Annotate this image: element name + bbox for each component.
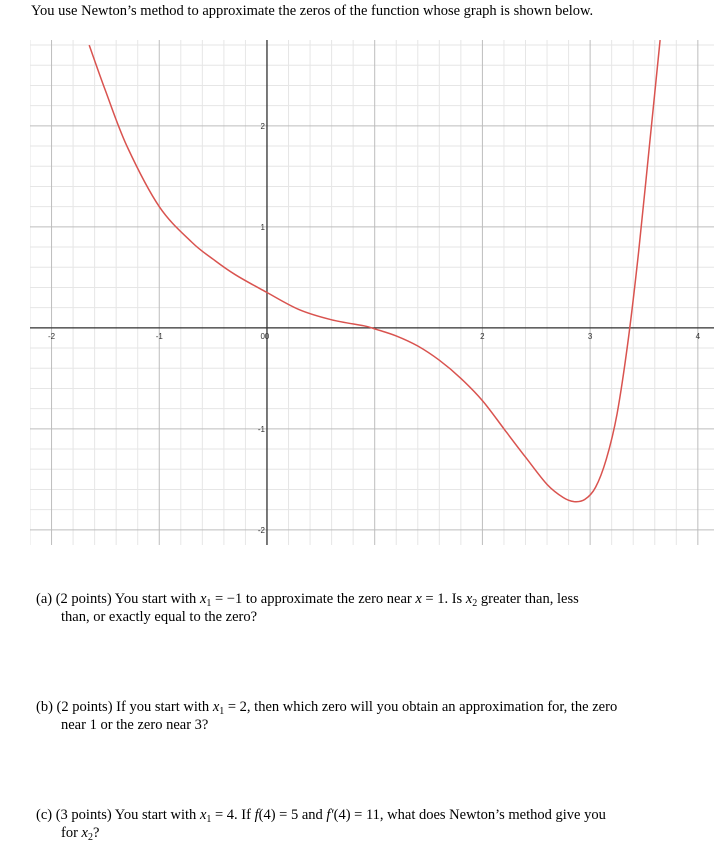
- question-b-line1: [36, 698, 696, 716]
- x-tick-label: -1: [155, 331, 163, 341]
- function-graph: [30, 40, 714, 545]
- question-text: = 4. If: [215, 807, 251, 823]
- question-label: (c): [36, 807, 53, 823]
- question-c: [36, 806, 696, 842]
- question-a-line2: than, or exactly equal to the zero?: [61, 609, 258, 625]
- question-c-line2: [36, 824, 696, 842]
- math-var: $x_1$: [212, 699, 225, 717]
- question-text: = −1 to approximate the zero near: [215, 591, 412, 607]
- x-tick-label: -2: [47, 331, 56, 341]
- y-tick-label: -1: [257, 424, 265, 434]
- question-label: (a): [36, 591, 53, 607]
- question-text: If you start with: [116, 699, 210, 715]
- math-var: $x_1$: [199, 807, 212, 825]
- question-points: (2 points): [55, 591, 112, 607]
- question-text: ?: [92, 825, 100, 841]
- math-var: $x_1$: [199, 591, 212, 609]
- math-var: $x_2$: [465, 591, 478, 609]
- question-a: [36, 590, 696, 626]
- question-text: (4) = 11, what does Newton’s method give you: [333, 807, 606, 823]
- question-text: = 2, then which zero will you obtain an approximation for, the zero: [227, 699, 618, 715]
- x-tick-label: 4: [695, 331, 701, 341]
- math-func: f: [254, 807, 259, 823]
- question-label: (b): [36, 699, 53, 715]
- math-var: x: [415, 591, 422, 607]
- question-points: (2 points): [56, 699, 113, 715]
- x-tick-label: 0: [264, 331, 270, 341]
- y-tick-label: 2: [260, 121, 265, 131]
- y-tick-label: -2: [257, 525, 265, 535]
- minor-grid: [30, 40, 714, 545]
- x-tick-label: 2: [480, 331, 485, 341]
- question-c-line1: [36, 806, 696, 824]
- question-b: [36, 698, 696, 734]
- question-text: You start with: [114, 807, 197, 823]
- question-text: You start with: [114, 591, 197, 607]
- problem-intro: You use Newton’s method to approximate the zeros of the function whose graph is shown below.: [31, 3, 594, 19]
- question-text: greater than, less: [480, 591, 579, 607]
- x-tick-label: 3: [587, 331, 593, 341]
- question-a-line1: [36, 590, 696, 608]
- question-b-line2: near 1 or the zero near 3?: [61, 717, 209, 733]
- origin-tick-label: 0: [260, 331, 265, 341]
- question-points: (3 points): [55, 807, 112, 823]
- question-text: (4) = 5 and: [258, 807, 323, 823]
- math-var: $x_2$: [81, 825, 93, 843]
- question-text: = 1. Is: [425, 591, 463, 607]
- math-func: f′: [326, 807, 334, 823]
- question-text: for: [61, 825, 78, 841]
- y-tick-label: 1: [260, 222, 265, 232]
